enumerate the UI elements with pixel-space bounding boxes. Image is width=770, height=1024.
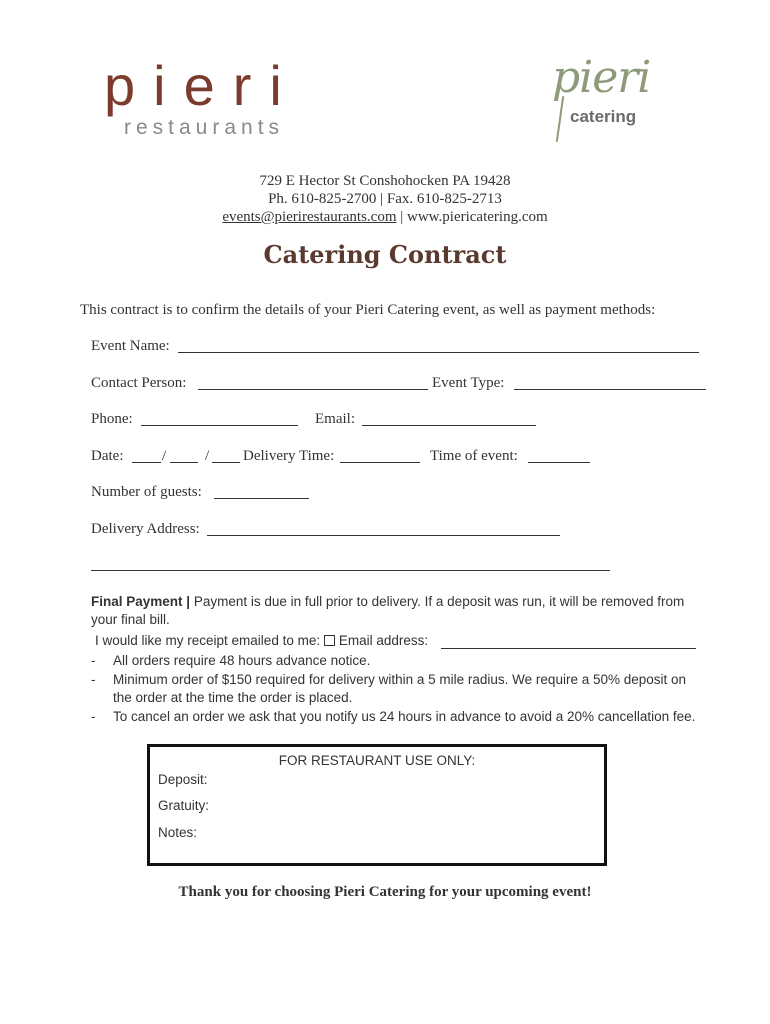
date-month-field[interactable] <box>132 462 161 463</box>
final-payment-text: Payment is due in full prior to delivery. If a deposit was run, it will be removed from <box>190 594 685 609</box>
bullet-3: To cancel an order we ask that you notify us 24 hours in advance to avoid a 20% cancellation fee. <box>113 709 696 724</box>
receipt-line <box>95 633 428 648</box>
final-payment-heading: Final Payment | <box>91 594 191 609</box>
bullet-dash-3: - <box>91 709 96 724</box>
pieri-restaurants-logo-subtitle: restaurants <box>124 116 285 139</box>
phone-fax: Ph. 610-825-2700 | Fax. 610-825-2713 <box>268 191 502 207</box>
email-label: Email: <box>315 411 355 427</box>
pieri-restaurants-logo: pieri <box>104 54 300 117</box>
date-separator-2: / <box>205 448 210 464</box>
delivery-time-field[interactable] <box>340 462 420 463</box>
event-name-field[interactable] <box>178 352 699 353</box>
date-label: Date: <box>91 448 124 464</box>
delivery-time-label: Delivery Time: <box>243 448 335 464</box>
link-separator: | <box>396 209 408 225</box>
contact-person-field[interactable] <box>198 389 428 390</box>
final-payment-line-1 <box>91 594 684 609</box>
receipt-checkbox[interactable] <box>324 635 335 646</box>
final-payment-line-2: your final bill. <box>91 612 170 627</box>
event-type-label: Event Type: <box>432 375 505 391</box>
notes-label: Notes: <box>158 825 198 840</box>
bullet-dash-2: - <box>91 672 96 687</box>
date-year-field[interactable] <box>212 462 240 463</box>
pieri-catering-logo: pieri <box>552 52 651 103</box>
intro-text: This contract is to confirm the details of your Pieri Catering event, as well as payment methods: <box>80 302 656 318</box>
bullet-1: All orders require 48 hours advance notice. <box>113 653 371 668</box>
bullet-2: Minimum order of $150 required for delivery within a 5 mile radius. We require a 50% deposit on <box>113 672 687 687</box>
event-type-field[interactable] <box>514 389 706 390</box>
date-day-field[interactable] <box>170 462 198 463</box>
number-of-guests-label: Number of guests: <box>91 484 202 500</box>
email-link[interactable]: events@pierirestaurants.com <box>222 209 397 225</box>
bullet-dash-1: - <box>91 653 96 668</box>
contact-person-label: Contact Person: <box>91 375 187 391</box>
deposit-label: Deposit: <box>158 772 208 787</box>
time-of-event-field[interactable] <box>528 462 590 463</box>
bullet-2-continued: the order at the time the order is placed. <box>113 690 353 705</box>
pieri-catering-logo-subtitle: catering <box>570 107 637 126</box>
restaurant-use-heading: FOR RESTAURANT USE ONLY: <box>278 753 476 768</box>
website-link[interactable]: www.piericatering.com <box>407 209 548 225</box>
delivery-address-field-line-2[interactable] <box>91 570 610 571</box>
address: 729 E Hector St Conshohocken PA 19428 <box>259 173 511 189</box>
receipt-email-label: Email address: <box>338 633 429 648</box>
thank-you-message: Thank you for choosing Pieri Catering for your upcoming event! <box>178 884 592 900</box>
contact-links <box>0 209 770 226</box>
email-field[interactable] <box>362 425 536 426</box>
phone-label: Phone: <box>91 411 133 427</box>
event-name-label: Event Name: <box>91 338 170 354</box>
gratuity-label: Gratuity: <box>158 798 210 813</box>
time-of-event-label: Time of event: <box>430 448 518 464</box>
page-title: Catering Contract <box>263 240 507 269</box>
delivery-address-field[interactable] <box>207 535 560 536</box>
receipt-email-field[interactable] <box>441 648 696 649</box>
phone-field[interactable] <box>141 425 298 426</box>
date-separator-1: / <box>162 448 167 464</box>
number-of-guests-field[interactable] <box>214 498 309 499</box>
receipt-prefix: I would like my receipt emailed to me: <box>95 633 321 648</box>
delivery-address-label: Delivery Address: <box>91 521 200 537</box>
